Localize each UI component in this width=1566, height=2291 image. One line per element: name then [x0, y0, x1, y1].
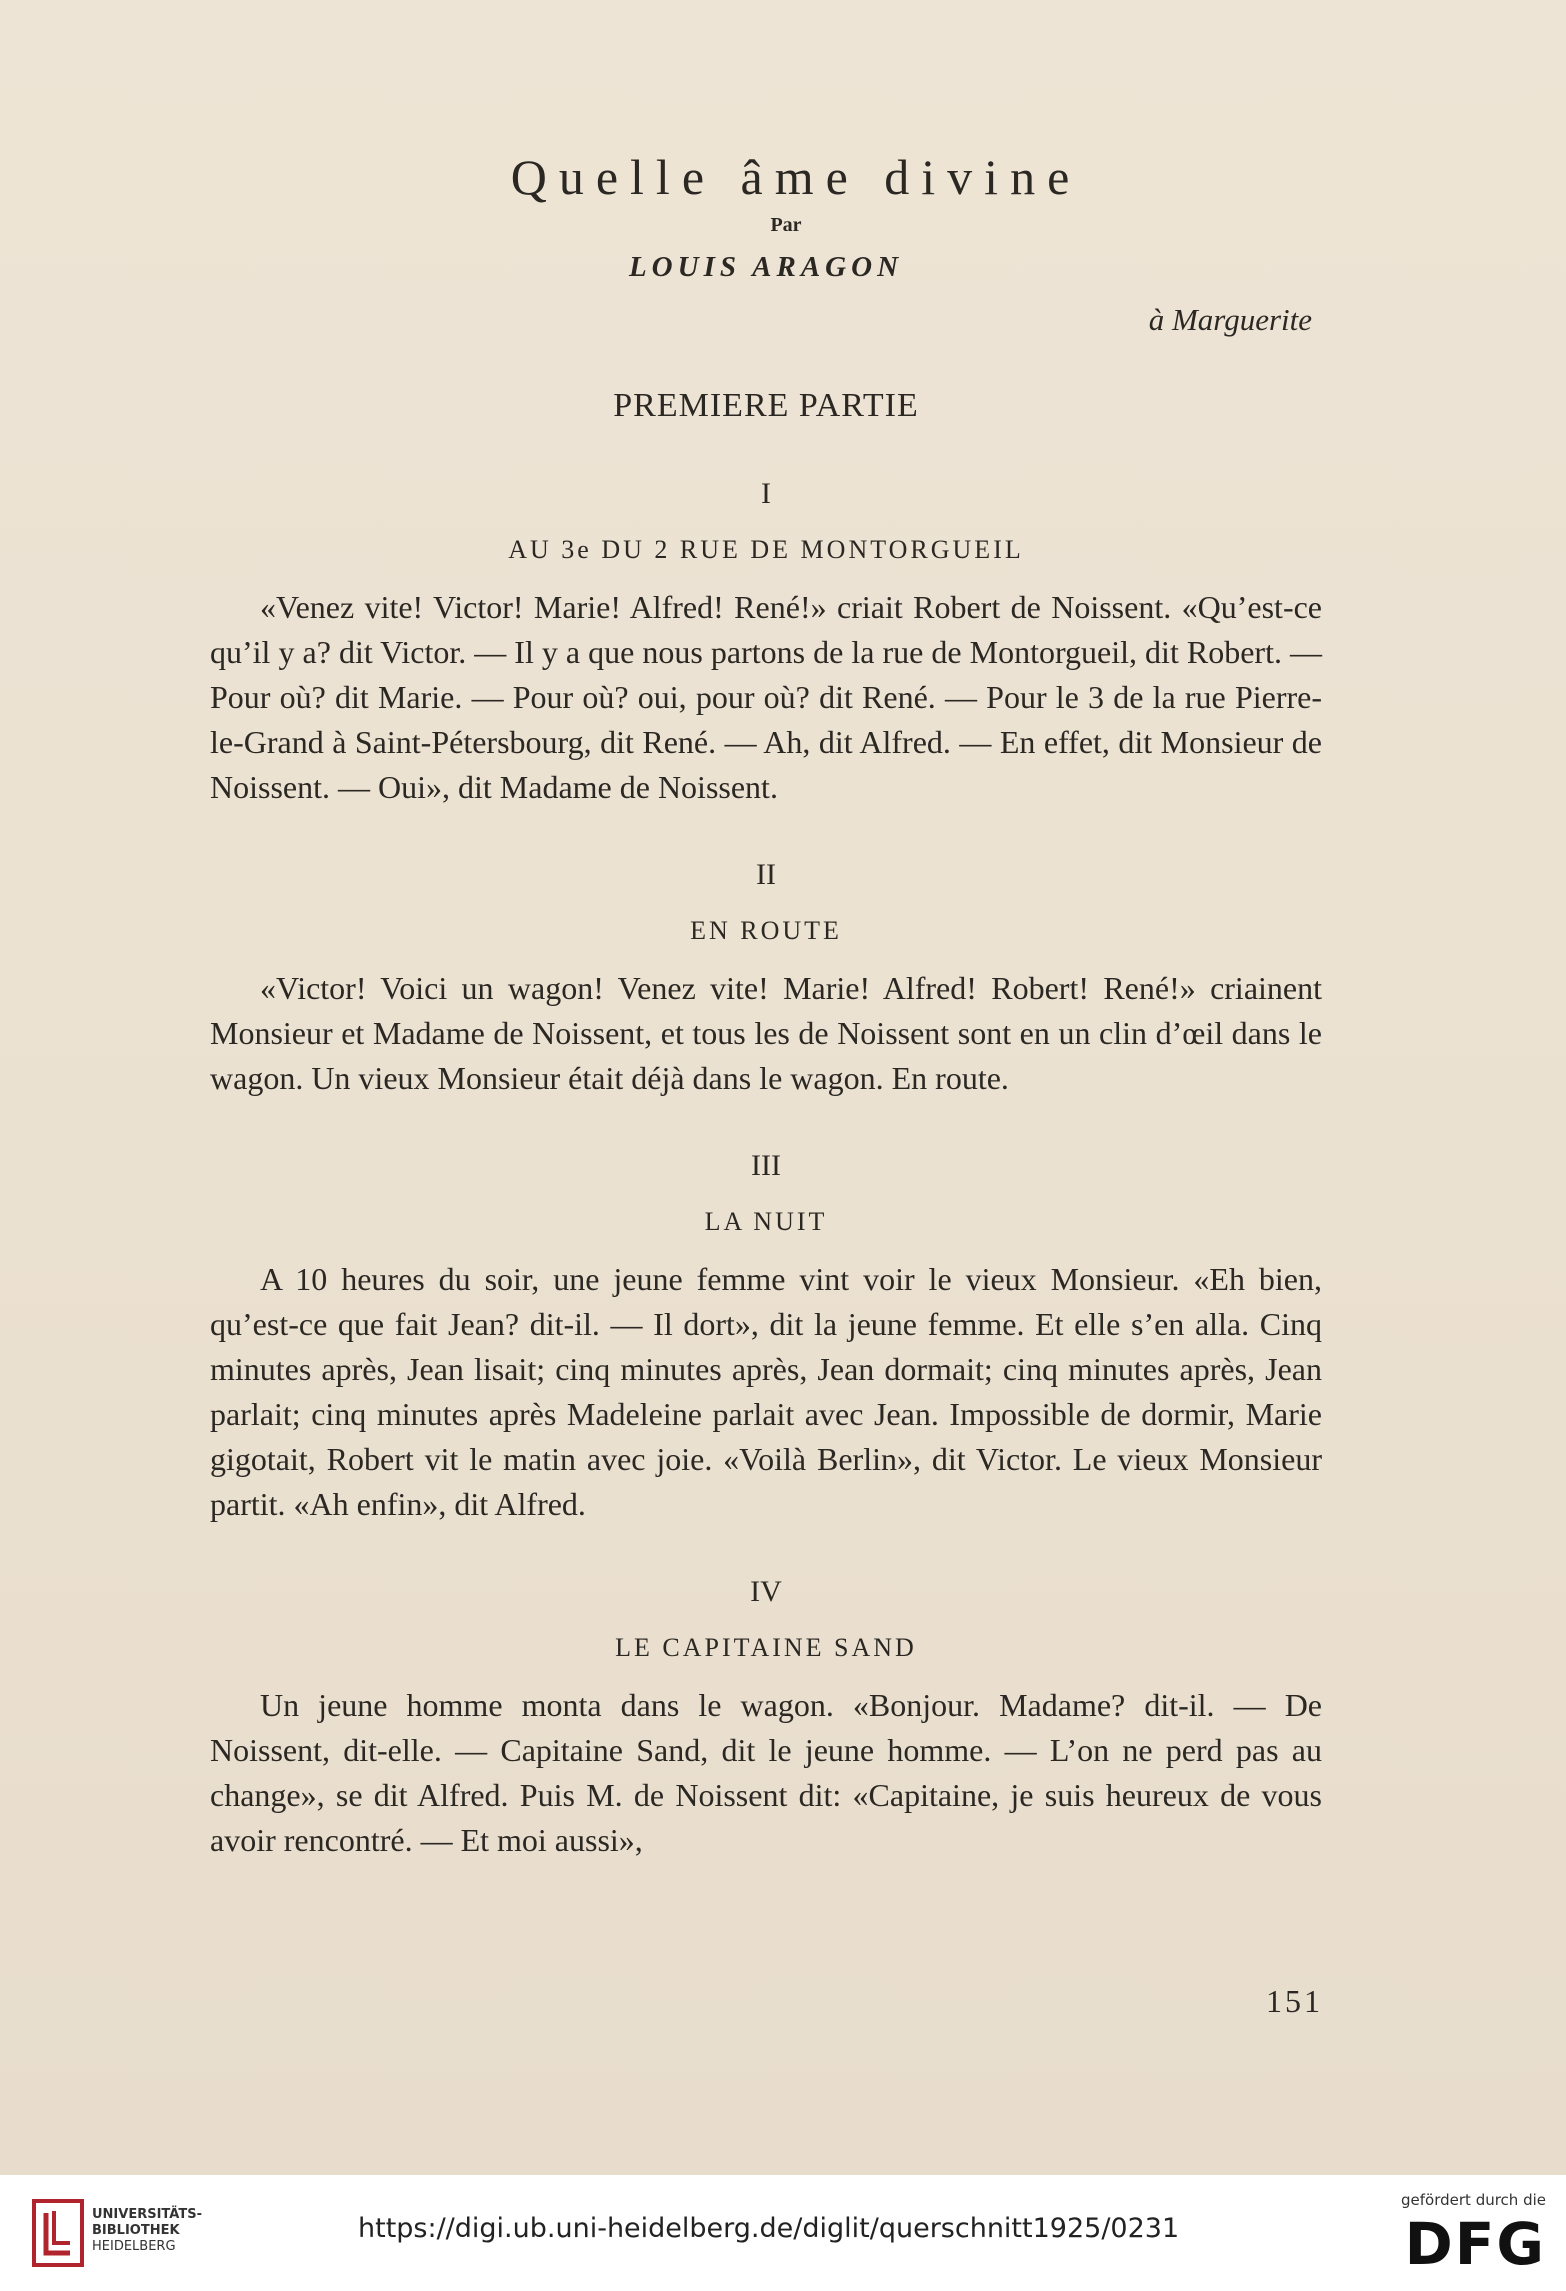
chapter-1 [210, 479, 1322, 810]
article-title: Quelle âme divine [510, 149, 1082, 205]
university-library-logo-icon [30, 2197, 86, 2269]
dedication: à Marguerite [1148, 302, 1312, 337]
chapter-paragraph: «Victor! Voici un wagon! Venez vite! Marie! Alfred! Robert! René!» criainent Monsieur et Madame de Noissent, et tous les de Noissent sont en un clin d’œil dans le wagon. Un vieux Monsieur était déjà dans le wagon. En route. [210, 970, 1322, 1096]
chapter-heading: AU 3e DU 2 RUE DE MONTORGUEIL [508, 535, 1024, 564]
chapter-heading: LA NUIT [704, 1207, 828, 1236]
library-name[interactable] [92, 2207, 202, 2255]
permalink-url[interactable]: https://digi.ub.uni-heidelberg.de/diglit/querschnitt1925/0231 [358, 2213, 1180, 2244]
chapter-numeral: IV [750, 1575, 782, 1608]
chapter-paragraph: Un jeune homme monta dans le wagon. «Bonjour. Madame? dit-il. — De Noissent, dit-elle. — Capitaine Sand, dit le jeune homme. — L’on ne perd pas au change», se dit Alfred. Puis M. de Noissent dit: «Capitaine, je suis heureux de vous avoir rencontré. — Et moi aussi», [210, 1687, 1322, 1858]
library-name-line: HEIDELBERG [92, 2239, 176, 2254]
part-heading: PREMIERE PARTIE [613, 387, 919, 424]
dfg-logo[interactable]: DFG [1404, 2210, 1546, 2278]
chapter-heading: EN ROUTE [690, 916, 842, 945]
chapter-numeral: II [756, 858, 776, 891]
article-body [210, 150, 1322, 1863]
chapter-paragraph: A 10 heures du soir, une jeune femme vint voir le vieux Monsieur. «Eh bien, qu’est-ce que fait Jean? dit-il. — Il dort», dit la jeune femme. Et elle s’en alla. Cinq minutes après, Jean lisait; cinq minutes après, Jean dormait; cinq minutes après, Jean parlait; cinq minutes après Madeleine parlait avec Jean. Impossible de dormir, Marie gigotait, Robert vit le matin avec joie. «Voilà Berlin», dit Victor. Le vieux Monsieur partit. «Ah enfin», dit Alfred. [210, 1261, 1322, 1522]
chapter-numeral: I [761, 477, 771, 510]
chapter-2 [210, 860, 1322, 1101]
author-name: LOUIS ARAGON [628, 251, 904, 283]
library-name-line: UNIVERSITÄTS- [92, 2207, 202, 2222]
chapter-numeral: III [751, 1149, 781, 1182]
chapter-paragraph: «Venez vite! Victor! Marie! Alfred! René!» criait Robert de Noissent. «Qu’est-ce qu’il y a? dit Victor. — Il y a que nous partons de la rue de Montorgueil, dit Robert. — Pour où? dit Marie. — Pour où? oui, pour où? dit René. — Pour le 3 de la rue Pierre-le-Grand à Saint-Pétersbourg, dit René. — Ah, dit Alfred. — En effet, dit Monsieur de Noissent. — Oui», dit Madame de Noissent. [210, 589, 1322, 805]
chapter-heading: LE CAPITAINE SAND [615, 1633, 917, 1662]
page-number: 151 [1266, 1983, 1323, 2019]
chapter-3 [210, 1151, 1322, 1527]
funding-note: gefördert durch die [1401, 2191, 1546, 2209]
byline-par: Par [770, 214, 802, 236]
library-name-line: BIBLIOTHEK [92, 2223, 180, 2238]
viewer-footer [0, 2175, 1566, 2291]
chapter-4 [210, 1577, 1322, 1863]
